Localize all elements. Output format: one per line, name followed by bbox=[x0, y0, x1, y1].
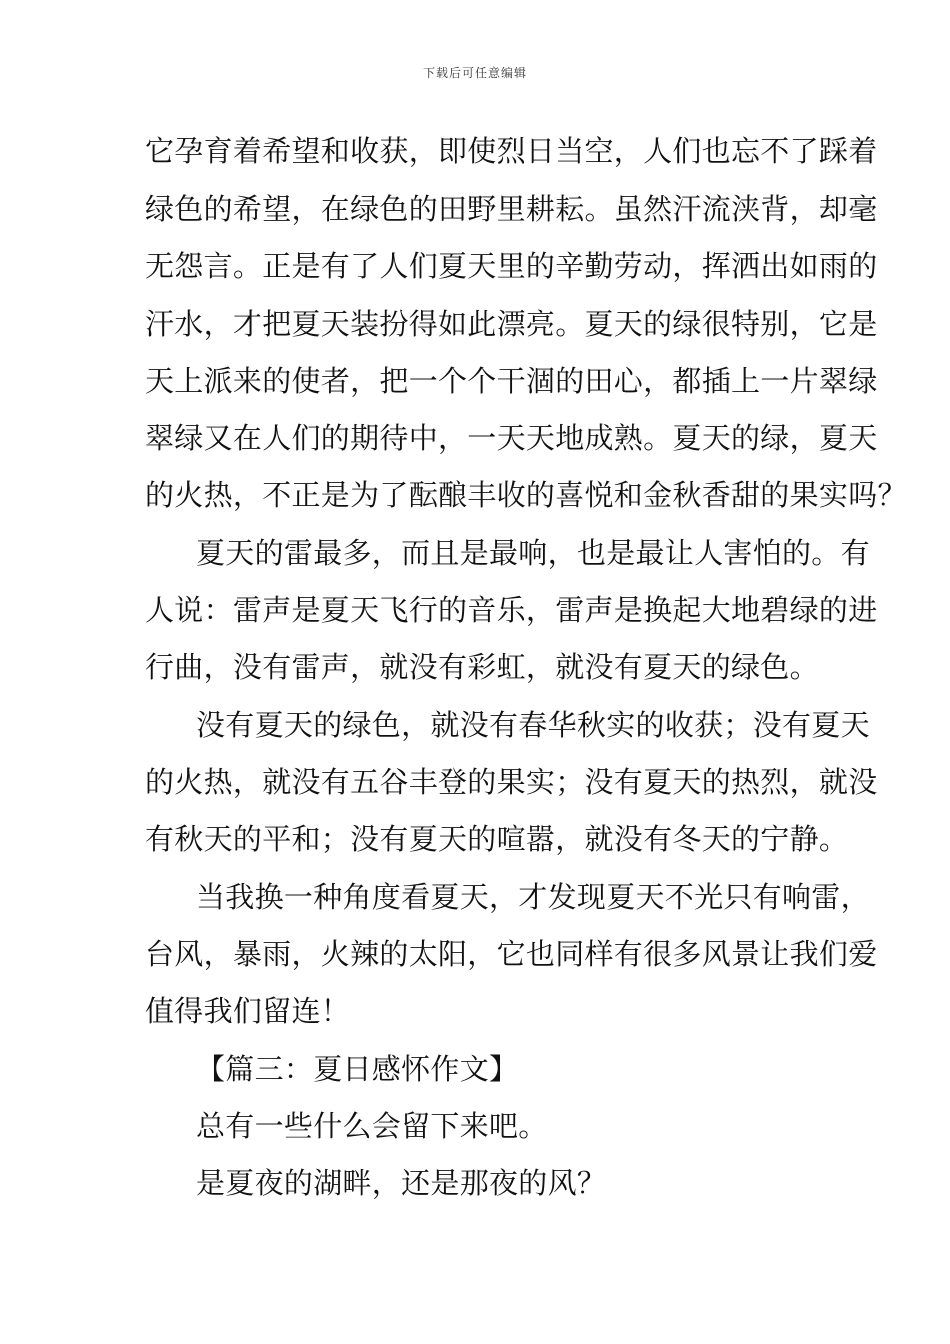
body-line: 值得我们留连！ bbox=[145, 994, 351, 1028]
paragraph-first-line: 是夏夜的湖畔，还是那夜的风？ bbox=[196, 1166, 607, 1200]
body-line: 翠绿又在人们的期待中，一天天地成熟。夏天的绿，夏天 bbox=[145, 421, 878, 455]
paragraph-first-line: 总有一些什么会留下来吧。 bbox=[196, 1109, 548, 1143]
paragraph-first-line: 没有夏天的绿色，就没有春华秋实的收获；没有夏天 bbox=[196, 708, 870, 742]
section-heading: 【篇三：夏日感怀作文】 bbox=[196, 1052, 519, 1086]
page-header: 下载后可任意编辑 bbox=[422, 66, 527, 80]
body-line: 行曲，没有雷声，就没有彩虹，就没有夏天的绿色。 bbox=[145, 650, 819, 684]
body-line: 的火热，就没有五谷丰登的果实；没有夏天的热烈，就没 bbox=[145, 765, 878, 799]
body-line: 人说：雷声是夏天飞行的音乐，雷声是换起大地碧绿的进 bbox=[145, 593, 878, 627]
body-line: 台风，暴雨，火辣的太阳，它也同样有很多风景让我们爱 bbox=[145, 937, 878, 971]
body-line: 天上派来的使者，把一个个干涸的田心，都插上一片翠绿 bbox=[145, 364, 878, 398]
body-line: 无怨言。正是有了人们夏天里的辛勤劳动，挥洒出如雨的 bbox=[145, 249, 878, 283]
paragraph-first-line: 当我换一种角度看夏天，才发现夏天不光只有响雷， bbox=[196, 880, 870, 914]
body-line: 有秋天的平和；没有夏天的喧嚣，就没有冬天的宁静。 bbox=[145, 822, 849, 856]
body-line: 它孕育着希望和收获，即使烈日当空，人们也忘不了踩着 bbox=[145, 134, 878, 168]
paragraph-first-line: 夏天的雷最多，而且是最响，也是最让人害怕的。有 bbox=[196, 536, 870, 570]
body-line: 汗水，才把夏天装扮得如此漂亮。夏天的绿很特别，它是 bbox=[145, 307, 878, 341]
body-line: 绿色的希望，在绿色的田野里耕耘。虽然汗流浃背，却毫 bbox=[145, 192, 878, 226]
body-line: 的火热，不正是为了酝酿丰收的喜悦和金秋香甜的果实吗？ bbox=[145, 478, 907, 512]
